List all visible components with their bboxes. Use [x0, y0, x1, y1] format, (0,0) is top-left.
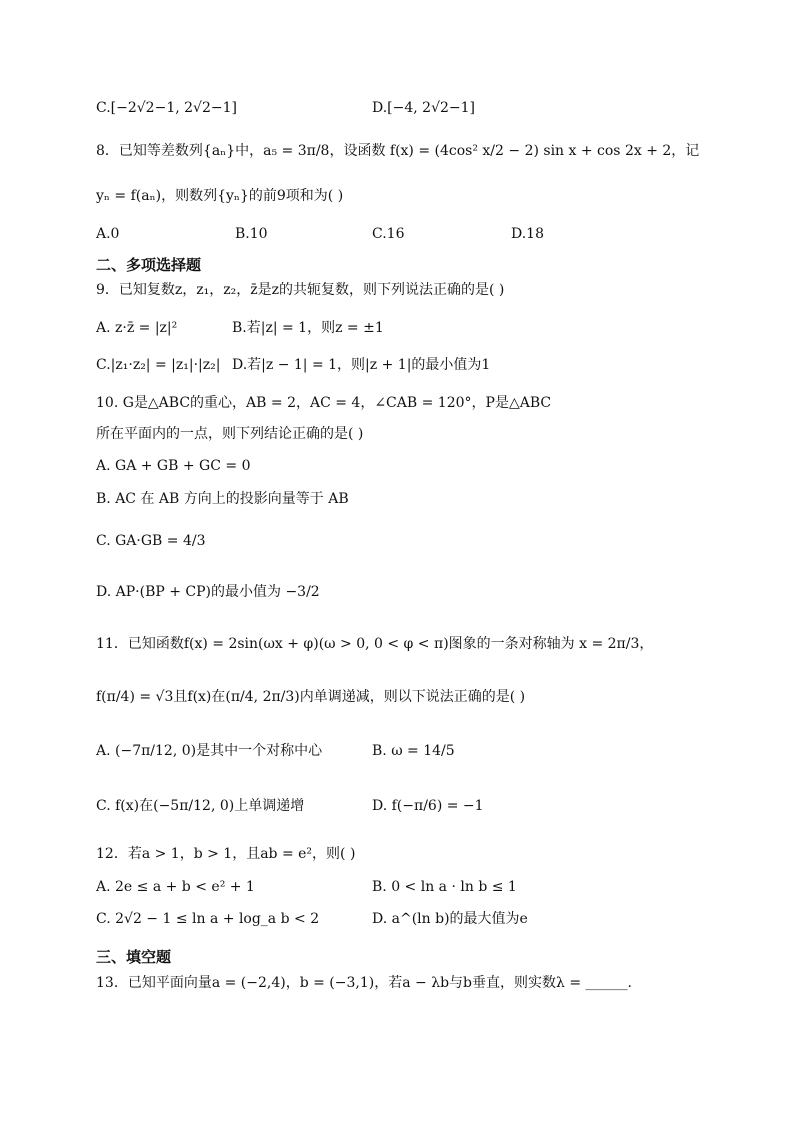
- q11-option-a: A. (−7π/12, 0)是其中一个对称中心: [96, 743, 323, 759]
- q9-option-a: A. z·z̄ = |z|²: [96, 320, 178, 336]
- q12-option-c: C. 2√2 − 1 ≤ ln a + log_a b < 2: [96, 911, 320, 927]
- q10-option-c: C. GA·GB = 4/3: [96, 533, 206, 549]
- q11-option-c: C. f(x)在(−5π/12, 0)上单调递增: [96, 798, 305, 814]
- q10-option-b: B. AC 在 AB 方向上的投影向量等于 AB: [96, 491, 349, 507]
- q12-stem: 12．若a > 1，b > 1，且ab = e²，则( ): [96, 846, 356, 862]
- q9-option-b: B.若|z| = 1，则z = ±1: [232, 320, 384, 336]
- q8-stem-line1: 8．已知等差数列{aₙ}中，a₅ = 3π/8，设函数 f(x) = (4cos² x/2 − 2) sin x + cos 2x + 2，记: [96, 143, 700, 159]
- q11-option-d: D. f(−π/6) = −1: [372, 798, 484, 814]
- q8-option-a: A.0: [96, 226, 120, 242]
- q10-option-a: A. GA + GB + GC = 0: [96, 458, 251, 474]
- q8-option-d: D.18: [511, 226, 544, 242]
- q12-option-b: B. 0 < ln a · ln b ≤ 1: [372, 879, 517, 895]
- q8-stem-line2: yₙ = f(aₙ)，则数列{yₙ}的前9项和为( ): [96, 188, 344, 204]
- q10-stem-line2: 所在平面内的一点，则下列结论正确的是( ): [96, 426, 364, 442]
- q11-stem-line1: 11．已知函数f(x) = 2sin(ωx + φ)(ω > 0, 0 < φ < π)图象的一条对称轴为 x = 2π/3，: [96, 636, 654, 652]
- section-heading-fill-in: 三、填空题: [96, 948, 172, 966]
- q9-stem: 9．已知复数z，z₁，z₂，z̄是z的共轭复数，则下列说法正确的是( ): [96, 282, 505, 298]
- q11-stem-line2: f(π/4) = √3且f(x)在(π/4, 2π/3)内单调递减，则以下说法正确的是( ): [96, 689, 526, 705]
- q9-option-d: D.若|z − 1| = 1，则|z + 1|的最小值为1: [232, 357, 491, 373]
- section-heading-multiple-choice: 二、多项选择题: [96, 256, 202, 274]
- q13-stem: 13．已知平面向量a = (−2,4)，b = (−3,1)，若a − λb与b垂直，则实数λ = ______.: [96, 975, 632, 991]
- q8-option-c: C.16: [372, 226, 405, 242]
- q10-stem-line1: 10. G是△ABC的重心，AB = 2，AC = 4，∠CAB = 120°，P是△ABC: [96, 395, 552, 411]
- q7-option-c: C.[−2√2−1, 2√2−1]: [96, 100, 237, 116]
- q12-option-d: D. a^(ln b)的最大值为e: [372, 911, 528, 927]
- q12-option-a: A. 2e ≤ a + b < e² + 1: [96, 879, 255, 895]
- q11-option-b: B. ω = 14/5: [372, 743, 455, 759]
- q7-option-d: D.[−4, 2√2−1]: [372, 100, 476, 116]
- q9-option-c: C.|z₁·z₂| = |z₁|·|z₂|: [96, 357, 221, 373]
- q10-option-d: D. AP·(BP + CP)的最小值为 −3/2: [96, 584, 320, 600]
- q8-option-b: B.10: [235, 226, 268, 242]
